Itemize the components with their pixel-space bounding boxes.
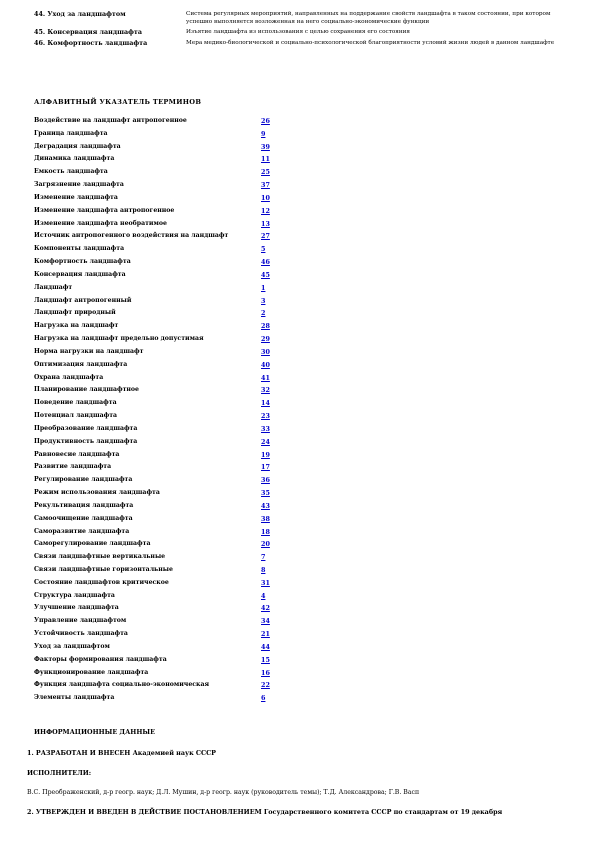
definition-row [34,28,564,37]
index-row [34,348,284,361]
index-term: Воздействие на ландшафт антропогенное [34,117,187,124]
index-term-link[interactable]: 25 [261,168,270,177]
index-term-link[interactable]: 11 [261,155,270,164]
index-row [34,630,284,643]
index-term-link[interactable]: 7 [261,553,266,562]
definition-row [34,10,564,26]
index-row [34,617,284,630]
index-term: Режим использования ландшафта [34,489,160,497]
info-developed-line: 1. РАЗРАБОТАН И ВНЕСЕН Академией наук СССР [27,749,216,757]
index-term: Ландшафт природный [34,309,116,317]
index-term-link[interactable]: 42 [261,604,270,613]
index-term-link[interactable]: 20 [261,540,270,549]
index-row [34,425,284,438]
index-term-link[interactable]: 19 [261,450,270,459]
index-term: Элементы ландшафта [34,694,115,702]
index-term: Загрязнение ландшафта [34,181,124,189]
index-term: Изменение ландшафта [34,193,118,201]
index-term-link[interactable]: 18 [261,527,270,536]
index-table [34,117,284,707]
index-term-link[interactable]: 39 [261,142,270,151]
index-term-link[interactable]: 3 [261,296,266,305]
index-term-link[interactable]: 13 [261,219,270,228]
index-term-link[interactable]: 35 [261,489,270,498]
index-term-link[interactable]: 34 [261,617,270,626]
definition-term [34,10,186,26]
index-term: Комфортность ландшафта [34,258,131,266]
index-term: Управление ландшафтом [34,617,127,625]
index-row [34,386,284,399]
index-term-link[interactable]: 21 [261,630,270,639]
index-term-link[interactable]: 2 [261,309,266,318]
index-row [34,694,284,707]
index-term: Уход за ландшафтом [34,642,110,650]
index-term-link[interactable]: 23 [261,412,270,421]
index-row [34,451,284,464]
index-row [34,335,284,348]
index-term-link[interactable]: 26 [261,117,270,125]
index-term: Планирование ландшафтное [34,386,139,394]
index-row [34,258,284,271]
index-term: Улучшение ландшафта [34,604,119,612]
index-term: Устойчивость ландшафта [34,630,128,638]
definition-number: 46. [34,38,46,47]
index-term: Связи ландшафтные вертикальные [34,553,166,561]
index-term-link[interactable]: 37 [261,181,270,190]
index-row [34,220,284,233]
index-term: Норма нагрузки на ландшафт [34,347,144,355]
index-row [34,130,284,143]
index-term: Емкость ландшафта [34,168,108,176]
index-term-link[interactable]: 27 [261,232,270,241]
index-term-link[interactable]: 33 [261,424,270,433]
definition-text: Мера медико-биологической и социально-психологической благоприятности условий жизни людей в данном ландшафте [186,39,555,46]
index-heading: АЛФАВИТНЫЙ УКАЗАТЕЛЬ ТЕРМИНОВ [34,98,202,106]
index-row [34,117,284,130]
info-heading: ИНФОРМАЦИОННЫЕ ДАННЫЕ [34,728,155,736]
index-term: Граница ландшафта [34,129,108,137]
index-term-link[interactable]: 4 [261,591,266,600]
index-term: Равновесие ландшафта [34,450,120,458]
index-term: Консервация ландшафта [34,270,126,278]
index-row [34,656,284,669]
index-term-link[interactable]: 38 [261,514,270,523]
definition-text: Система регулярных мероприятий, направленных на поддержание свойств ландшафта в таком состоянии, при котором успешно выполняется возложенная на него социально-экономические функции [186,11,551,26]
index-term: Оптимизация ландшафта [34,360,128,368]
index-term: Связи ландшафтные горизонтальные [34,565,173,573]
index-term-link[interactable]: 15 [261,655,270,664]
index-term: Структура ландшафта [34,591,115,599]
index-row [34,271,284,284]
index-term: Саморегулирование ландшафта [34,540,151,548]
index-term-link[interactable]: 12 [261,206,270,215]
index-term-link[interactable]: 9 [261,129,266,138]
index-term: Преобразование ландшафта [34,424,138,432]
index-term-link[interactable]: 29 [261,335,270,344]
index-term: Ландшафт антропогенный [34,296,132,304]
index-term-link[interactable]: 31 [261,578,270,587]
index-row [34,361,284,374]
index-term-link[interactable]: 43 [261,501,270,510]
index-term: Нагрузка на ландшафт [34,322,119,330]
index-term: Охрана ландшафта [34,373,104,381]
info-approved-line: 2. УТВЕРЖДЕН И ВВЕДЕН В ДЕЙСТВИЕ ПОСТАНОВЛЕНИЕМ Государственного комитета СССР по стандартам от 19 декабря [27,808,503,816]
definitions-table [34,10,564,49]
index-term: Функционирование ландшафта [34,668,149,676]
index-row [34,245,284,258]
index-row [34,143,284,156]
index-row [34,284,284,297]
index-term: Нагрузка на ландшафт предельно допустимая [34,335,204,343]
definition-term [34,28,186,37]
definition-term-text: Комфортность ландшафта [47,38,148,47]
index-row [34,207,284,220]
index-row [34,297,284,310]
index-row [34,604,284,617]
info-executors-list: В.С. Преображенский, д-р геогр. наук; Д.Л. Мушин, д-р геогр. наук (руководитель темы); Т.Д. Александрова; Г.В. Васп [27,789,420,796]
index-term: Функция ландшафта социально-экономическая [34,681,210,689]
index-term: Факторы формирования ландшафта [34,655,167,663]
index-row [34,399,284,412]
index-row [34,322,284,335]
index-term: Продуктивность ландшафта [34,437,138,445]
index-term-link[interactable]: 5 [261,245,266,254]
definition-term-text: Уход за ландшафтом [47,10,126,18]
index-row [34,502,284,515]
index-term: Компоненты ландшафта [34,245,125,253]
index-term: Ландшафт [34,283,73,291]
definition-number: 45. [34,28,46,37]
index-term: Саморазвитие ландшафта [34,527,130,535]
index-row [34,669,284,682]
index-term-link[interactable]: 45 [261,270,270,279]
index-row [34,553,284,566]
index-row [34,643,284,656]
index-term-link[interactable]: 1 [261,283,266,292]
index-row [34,438,284,451]
index-row [34,463,284,476]
info-executors-label: ИСПОЛНИТЕЛИ: [27,769,92,777]
index-row [34,681,284,694]
index-term: Потенциал ландшафта [34,412,118,420]
index-row [34,528,284,541]
definition-number: 44. [34,10,46,18]
index-term-link[interactable]: 44 [261,642,270,651]
index-term-link[interactable]: 6 [261,694,266,703]
index-term-link[interactable]: 30 [261,347,270,356]
index-term: Деградация ландшафта [34,142,121,150]
index-term-link[interactable]: 32 [261,386,270,395]
index-row [34,476,284,489]
index-term-link[interactable]: 40 [261,360,270,369]
index-term-link[interactable]: 22 [261,681,270,690]
index-term: Динамика ландшафта [34,155,115,163]
index-term-link[interactable]: 17 [261,463,270,472]
index-row [34,374,284,387]
definition-text: Изъятие ландшафта из использования с целью сохранения его состояния [186,29,411,36]
index-row [34,566,284,579]
index-term-link[interactable]: 14 [261,399,270,408]
index-row [34,412,284,425]
index-term: Состояние ландшафтов критическое [34,578,169,586]
index-row [34,194,284,207]
index-term: Рекультивация ландшафта [34,501,134,509]
index-term-link[interactable]: 16 [261,668,270,677]
index-row [34,489,284,502]
definition-term [34,39,186,48]
index-term-link[interactable]: 36 [261,476,270,485]
index-term: Изменение ландшафта необратимое [34,219,167,227]
index-term-link[interactable]: 8 [261,565,266,574]
index-term-link[interactable]: 41 [261,373,270,382]
index-term-link[interactable]: 10 [261,193,270,202]
index-term: Источник антропогенного воздействия на ландшафт [34,232,229,240]
index-term: Изменение ландшафта антропогенное [34,206,175,214]
index-row [34,579,284,592]
definition-term-text: Консервация ландшафта [47,28,142,37]
index-row [34,181,284,194]
index-row [34,592,284,605]
index-row [34,155,284,168]
index-term: Поведение ландшафта [34,399,117,407]
index-term: Самоочищение ландшафта [34,514,133,522]
index-row [34,232,284,245]
index-term-link[interactable]: 46 [261,258,270,267]
index-term: Регулирование ландшафта [34,476,133,484]
index-row [34,515,284,528]
index-term-link[interactable]: 24 [261,437,270,446]
index-row [34,540,284,553]
index-term: Развитие ландшафта [34,463,112,471]
index-row [34,168,284,181]
definition-row [34,39,564,48]
index-term-link[interactable]: 28 [261,322,270,331]
index-row [34,309,284,322]
